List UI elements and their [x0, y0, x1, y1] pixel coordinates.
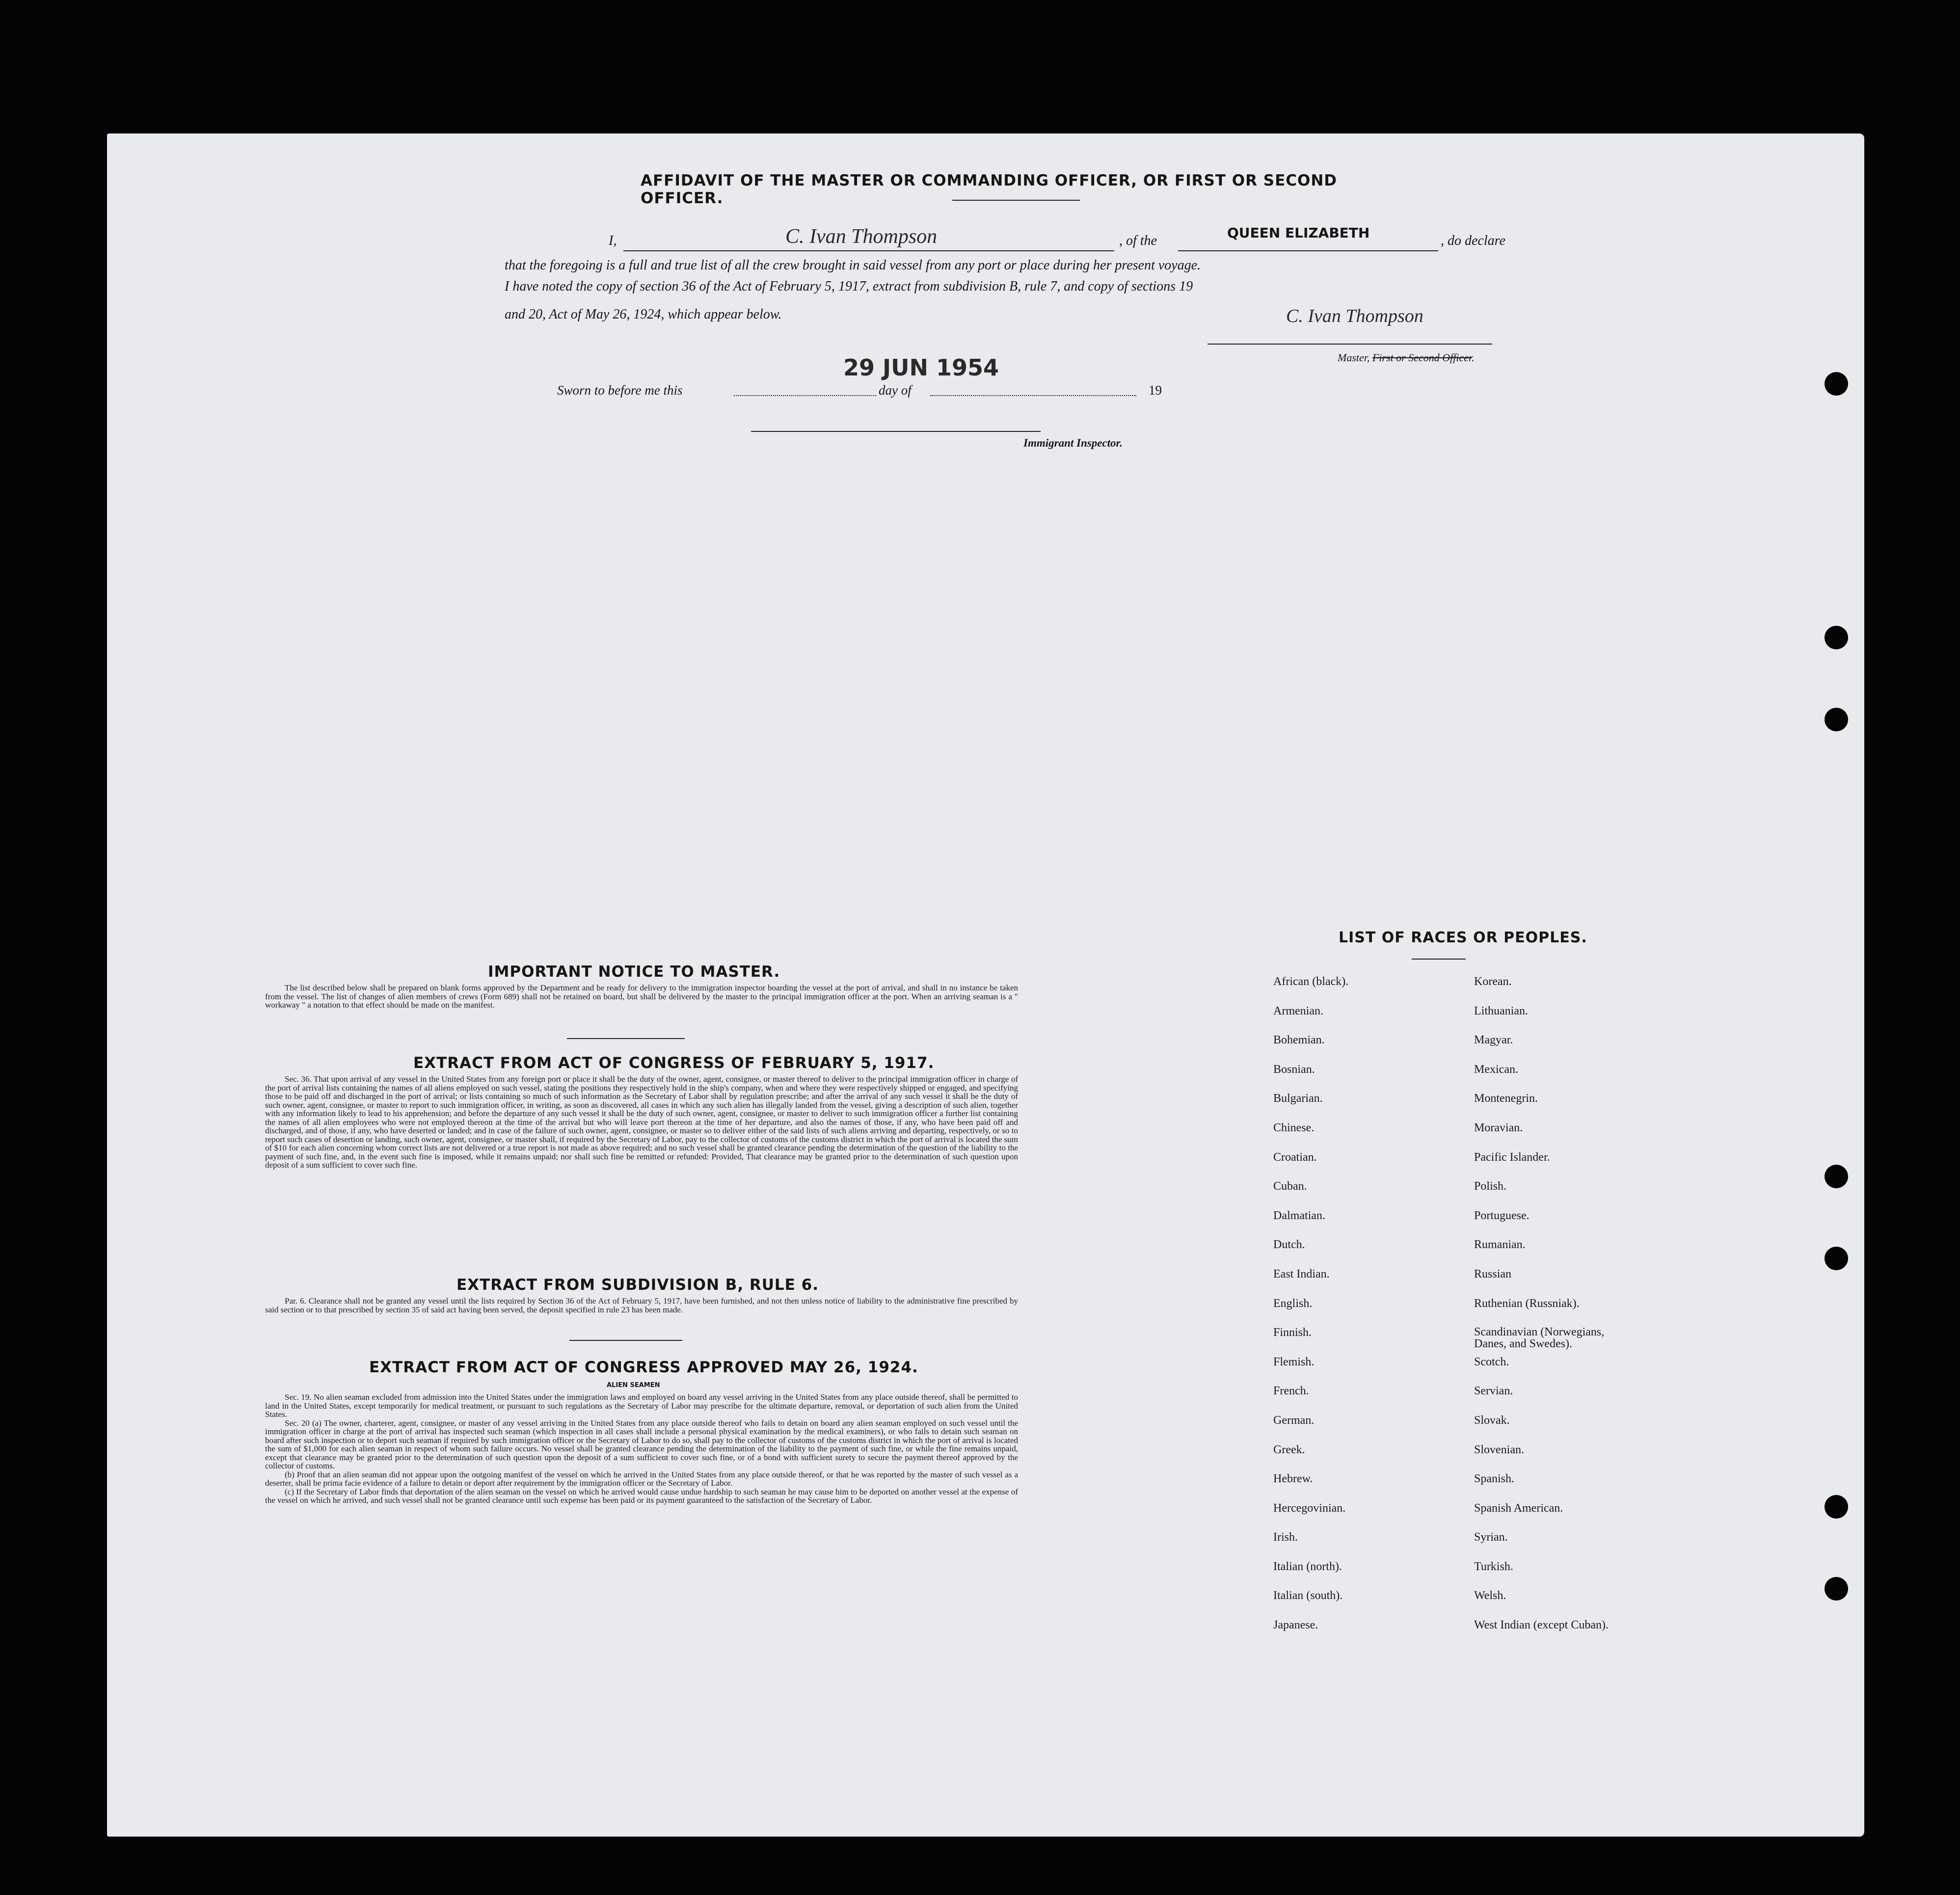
rule [569, 1340, 682, 1341]
race-item: Ruthenian (Russniak). [1474, 1297, 1580, 1310]
race-item: Finnish. [1273, 1326, 1312, 1339]
race-item: Bulgarian. [1273, 1092, 1323, 1105]
captain-signature: C. Ivan Thompson [785, 225, 938, 248]
heading-rule [952, 200, 1080, 201]
race-item: Korean. [1474, 975, 1512, 988]
affidavit-line-4: and 20, Act of May 26, 1924, which appear below. [505, 307, 782, 322]
race-item: Spanish. [1474, 1472, 1515, 1486]
race-item: African (black). [1273, 975, 1349, 988]
extract-rule6-body: Par. 6. Clearance shall not be granted any vessel until the lists required by Section 36 of the Act of February 5, 1917, have been furnished, and not then unless notice of liability to the administrative fine prescribed by said section or to that prescribed by section 35 of said act having been served, the deposit specified in rule 23 has been made. [265, 1296, 1018, 1314]
race-item: English. [1273, 1297, 1313, 1310]
punch-hole [1825, 1577, 1848, 1601]
day-line [734, 395, 876, 396]
punch-hole [1825, 626, 1848, 649]
punch-hole [1825, 372, 1848, 396]
sec19-body: Sec. 19. No alien seaman excluded from admission into the United States under the immigration laws and employed on board any vessel arriving in the United States from any place outside thereof, shall be permitted to land in the United States, except temporarily for medical treatment, or pursuant to such regulations as the Secretary of Labor may prescribe for the ultimate departure, removal, or deportation of such alien from the United States. [265, 1392, 1018, 1419]
race-item: Servian. [1474, 1385, 1513, 1398]
inspector-label: Immigrant Inspector. [1023, 437, 1123, 449]
race-item: Spanish American. [1474, 1501, 1563, 1515]
race-item: Armenian. [1273, 1004, 1323, 1017]
of-the-label: , of the [1119, 233, 1157, 248]
race-item: Magyar. [1474, 1034, 1513, 1047]
race-item: Scandinavian (Norwegians, Danes, and Swedes). [1474, 1326, 1605, 1351]
race-item: West Indian (except Cuban). [1474, 1619, 1609, 1632]
sworn-label: Sworn to before me this [557, 383, 683, 398]
race-item: German. [1273, 1414, 1315, 1427]
race-item: Italian (north). [1273, 1560, 1342, 1573]
race-item: East Indian. [1273, 1267, 1330, 1281]
extract-1917-heading: EXTRACT FROM ACT OF CONGRESS OF FEBRUARY 5, 1917. [413, 1054, 935, 1072]
race-item: Hebrew. [1273, 1472, 1313, 1486]
race-item: Greek. [1273, 1443, 1305, 1456]
race-item: Flemish. [1273, 1355, 1315, 1368]
vessel-name: QUEEN ELIZABETH [1227, 225, 1370, 241]
master-line [1208, 344, 1492, 345]
race-item: Slovenian. [1474, 1443, 1524, 1456]
punch-hole [1825, 1495, 1848, 1519]
sec20c-body: (c) If the Secretary of Labor finds that deportation of the alien seaman on the vessel on which he arrived would cause undue hardship to such seaman he may cause him to be deported on another vessel at the expense of the vessel on which he arrived, and such vessel shall not be granted clearance until such expense has been paid or its payment guaranteed to the satisfaction of the Secretary of Labor. [265, 1487, 1018, 1505]
notice-heading: IMPORTANT NOTICE TO MASTER. [488, 963, 780, 981]
race-item: Dutch. [1273, 1238, 1305, 1252]
vessel-line [1178, 250, 1438, 251]
race-item: Slovak. [1474, 1414, 1510, 1427]
affidavit-line-2: that the foregoing is a full and true list of all the crew brought in said vessel from any port or place during her present voyage. [505, 258, 1201, 273]
master-signature: C. Ivan Thompson [1286, 306, 1423, 326]
inspector-line [751, 431, 1041, 432]
races-right-column [1474, 975, 1636, 1648]
race-item: Polish. [1474, 1180, 1507, 1193]
extract-1917-body: Sec. 36. That upon arrival of any vessel in the United States from any foreign port or place it shall be the duty of the owner, agent, consignee, or master thereof to deliver to the principal immigration officer in charge of the port of arrival lists containing the names of all aliens employed on such vessel, stating the positions they respectively hold in the ship's company, when and where they were respectively shipped or engaged, and specifying those to be paid off and discharged in the port of arrival; or lists containing so much of such information as the Secretary of Labor shall by regulation prescribe; and after the arrival of any such vessel it shall be the duty of such owner, agent, consignee, or master to report to such immigration officer, in writing, as soon as discovered, all cases in which any such alien has illegally landed from the vessel, giving a description of such alien, together with any information likely to lead to his apprehension; and before the departure of any such vessel it shall be the duty of such owner, agent, consignee, or master to deliver to such immigration officer a further list containing the names of all alien employees who were not employed thereon at the time of the arrival but who will leave port thereon at the time of her departure, and also the names of those, if any, who have been paid off and discharged, and of those, if any, who have deserted or landed; and in case of the failure of such owner, agent, consignee, or master so to deliver either of the said lists of such aliens arriving and departing, respectively, or so to report such cases of desertion or landing, such owner, agent, consignee, or master shall, if required by the Secretary of Labor, pay to the collector of customs of the customs district in which the port of arrival is located the sum of $10 for each alien concerning whom correct lists are not delivered or a true report is not made as above required; and no such vessel shall be granted clearance pending the determination of the question of the liability to the payment of such fine, and, in the event such fine is imposed, while it remains unpaid; nor shall such fine be remitted or refunded: Provided, That clearance may be granted prior to the determination of such question upon deposit of a sum sufficient to cover such fine. [265, 1074, 1018, 1170]
punch-hole [1825, 708, 1848, 731]
race-item: Mexican. [1474, 1063, 1518, 1076]
race-item: Hercegovinian. [1273, 1501, 1346, 1515]
race-item: Pacific Islander. [1474, 1150, 1550, 1164]
race-item: French. [1273, 1385, 1309, 1398]
race-item: Bosnian. [1273, 1063, 1315, 1076]
affidavit-line-3: I have noted the copy of section 36 of the Act of February 5, 1917, extract from subdivision B, rule 7, and copy of sections 19 [505, 279, 1193, 294]
race-item: Irish. [1273, 1531, 1298, 1544]
month-line [930, 395, 1136, 396]
race-item: Montenegrin. [1474, 1092, 1538, 1105]
alien-seamen-subheading: ALIEN SEAMEN [607, 1382, 660, 1389]
race-item: Italian (south). [1273, 1589, 1343, 1602]
sec20a-body: Sec. 20 (a) The owner, charterer, agent, consignee, or master of any vessel arriving in the United States from any place outside thereof who fails to detain on board any alien seaman employed on such vessel until the immigration officer in charge at the port of arrival has inspected such seaman (which inspection in all cases shall include a personal physical examination by the medical examiners), or who fails to detain such seaman on board after such inspection or to deport such seaman if required by such immigration officer or the Secretary of Labor to do so, shall pay to the collector of customs of the customs district in which the port of arrival is located the sum of $1,000 for each alien seaman in respect of whom such failure occurs. No vessel shall be granted clearance pending the determination of the liability to the payment of such fine, or while the fine remains unpaid, except that clearance may be granted prior to the determination of such question upon the deposit of a sum sufficient to cover such fine, or of a bond with sufficient surety to secure the payment thereof approved by the collector of customs. [265, 1418, 1018, 1470]
race-item: Rumanian. [1474, 1238, 1526, 1252]
date-stamp: 29 JUN 1954 [843, 354, 999, 381]
race-item: Welsh. [1474, 1589, 1506, 1602]
declare-label: , do declare [1441, 233, 1505, 248]
race-item: Syrian. [1474, 1531, 1508, 1544]
races-heading: LIST OF RACES OR PEOPLES. [1339, 929, 1587, 946]
race-item: Dalmatian. [1273, 1209, 1325, 1222]
punch-hole [1825, 1247, 1848, 1270]
extract-rule6-heading: EXTRACT FROM SUBDIVISION B, RULE 6. [456, 1276, 819, 1294]
rule [1412, 959, 1466, 960]
name-line [623, 250, 1114, 251]
race-item: Scotch. [1474, 1355, 1509, 1368]
rule [567, 1038, 685, 1039]
race-item: Portuguese. [1474, 1209, 1530, 1222]
race-item: Bohemian. [1273, 1034, 1325, 1047]
races-left-column [1273, 975, 1348, 1648]
year-prefix: 19 [1149, 383, 1162, 398]
race-item: Turkish. [1474, 1560, 1513, 1573]
i-label: I, [609, 233, 617, 248]
notice-body: The list described below shall be prepared on blank forms approved by the Department and be ready for delivery to the immigration inspector boarding the vessel at the port of arrival, and shall in no instance be taken from the vessel. The list of changes of alien members of crews (Form 689) shall not be retained on board, but shall be delivered by the master to the principal immigration officer at the port. When an arriving seaman is a " workaway " a notation to that effect should be made on the manifest. [265, 983, 1018, 1010]
race-item: Japanese. [1273, 1619, 1318, 1632]
race-item: Chinese. [1273, 1121, 1315, 1134]
race-item: Cuban. [1273, 1180, 1307, 1193]
race-item: Moravian. [1474, 1121, 1523, 1134]
master-label: Master, First or Second Officer. [1338, 351, 1475, 364]
day-of-label: day of [879, 383, 912, 398]
affidavit-heading: AFFIDAVIT OF THE MASTER OR COMMANDING OFFICER, OR FIRST OR SECOND OFFICER. [641, 172, 1338, 207]
race-item: Lithuanian. [1474, 1004, 1528, 1017]
race-item: Russian [1474, 1267, 1512, 1281]
punch-hole [1825, 1165, 1848, 1188]
extract-1924-heading: EXTRACT FROM ACT OF CONGRESS APPROVED MAY 26, 1924. [369, 1359, 918, 1376]
race-item: Croatian. [1273, 1150, 1317, 1164]
sec20b-body: (b) Proof that an alien seaman did not appear upon the outgoing manifest of the vessel on which he arrived in the United States from any place outside thereof, or that he was reported by the master of such vessel as a deserter, shall be prima facie evidence of a failure to detain or deport after requirement by the immigration officer or the Secretary of Labor. [265, 1469, 1018, 1488]
